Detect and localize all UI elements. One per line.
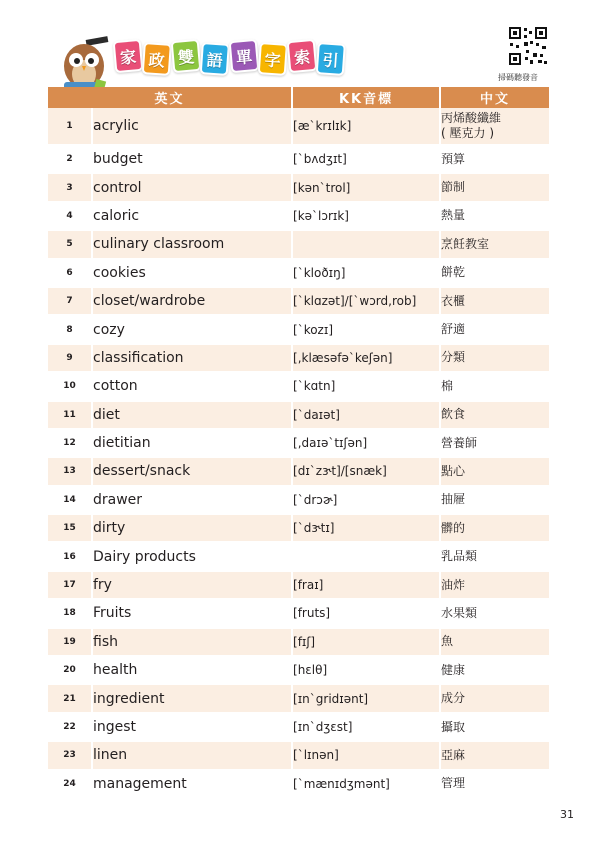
title-char: 政	[142, 42, 172, 76]
chinese-term: 舒適	[440, 315, 549, 343]
chinese-term: 髒的	[440, 514, 549, 542]
header-english: 英文	[48, 87, 292, 108]
qr-code-icon[interactable]	[508, 26, 548, 66]
table-row	[48, 770, 549, 798]
kk-phonetic: [ɪn`gridɪənt]	[292, 684, 440, 712]
title-char: 字	[258, 42, 288, 76]
header-kk: KK音標	[292, 87, 440, 108]
kk-phonetic: [hɛlθ]	[292, 656, 440, 684]
kk-phonetic: [,klæsəfə`keʃən]	[292, 344, 440, 372]
english-term: fish	[92, 628, 292, 656]
chinese-term: 乳品類	[440, 542, 549, 570]
chinese-term: 健康	[440, 656, 549, 684]
table-header-row	[48, 87, 549, 108]
table-row	[48, 486, 549, 514]
index-title	[114, 40, 345, 72]
english-term: health	[92, 656, 292, 684]
row-number: 7	[48, 287, 92, 315]
table-row	[48, 287, 549, 315]
title-char: 家	[113, 39, 144, 73]
chinese-term: 亞麻	[440, 741, 549, 769]
table-row	[48, 230, 549, 258]
table-row	[48, 315, 549, 343]
english-term: acrylic	[92, 108, 292, 145]
chinese-term: 攝取	[440, 713, 549, 741]
english-term: culinary classroom	[92, 230, 292, 258]
row-number: 12	[48, 429, 92, 457]
chinese-term: 成分	[440, 684, 549, 712]
row-number: 3	[48, 173, 92, 201]
row-number: 1	[48, 108, 92, 145]
kk-phonetic: [fruts]	[292, 599, 440, 627]
table-row	[48, 684, 549, 712]
english-term: cozy	[92, 315, 292, 343]
row-number: 2	[48, 145, 92, 173]
english-term: ingredient	[92, 684, 292, 712]
row-number: 19	[48, 628, 92, 656]
kk-phonetic: [dɪ`zɝt]/[snæk]	[292, 457, 440, 485]
english-term: dietitian	[92, 429, 292, 457]
table-row	[48, 401, 549, 429]
kk-phonetic: [`mænɪdʒmənt]	[292, 770, 440, 798]
table-row	[48, 457, 549, 485]
page-number: 31	[560, 808, 574, 821]
vocabulary-table	[48, 87, 549, 799]
chinese-term: 點心	[440, 457, 549, 485]
english-term: cotton	[92, 372, 292, 400]
table-row	[48, 108, 549, 145]
header-chinese: 中文	[440, 87, 549, 108]
chinese-term: 棉	[440, 372, 549, 400]
english-term: ingest	[92, 713, 292, 741]
kk-phonetic	[292, 230, 440, 258]
table-row	[48, 571, 549, 599]
chinese-term: 營養師	[440, 429, 549, 457]
english-term: caloric	[92, 202, 292, 230]
row-number: 11	[48, 401, 92, 429]
chinese-term: 衣櫃	[440, 287, 549, 315]
chinese-term: 餅乾	[440, 259, 549, 287]
row-number: 6	[48, 259, 92, 287]
kk-phonetic: [`lɪnən]	[292, 741, 440, 769]
kk-phonetic: [`bʌdʒɪt]	[292, 145, 440, 173]
english-term: dirty	[92, 514, 292, 542]
row-number: 9	[48, 344, 92, 372]
kk-phonetic: [`kozɪ]	[292, 315, 440, 343]
kk-phonetic: [,daɪə`tɪʃən]	[292, 429, 440, 457]
table-row	[48, 173, 549, 201]
row-number: 17	[48, 571, 92, 599]
chinese-term: 丙烯酸纖維 ( 壓克力 )	[440, 108, 549, 145]
table-row	[48, 344, 549, 372]
qr-caption: 掃碼聽發音	[498, 73, 538, 82]
english-term: control	[92, 173, 292, 201]
english-term: management	[92, 770, 292, 798]
chinese-term: 烹飪教室	[440, 230, 549, 258]
kk-phonetic: [`klɑzət]/[`wɔrd,rob]	[292, 287, 440, 315]
table-row	[48, 202, 549, 230]
english-term: drawer	[92, 486, 292, 514]
chinese-term: 管理	[440, 770, 549, 798]
table-row	[48, 514, 549, 542]
row-number: 4	[48, 202, 92, 230]
row-number: 22	[48, 713, 92, 741]
english-term: diet	[92, 401, 292, 429]
kk-phonetic: [kən`trol]	[292, 173, 440, 201]
table-row	[48, 145, 549, 173]
table-row	[48, 741, 549, 769]
english-term: Fruits	[92, 599, 292, 627]
table-row	[48, 599, 549, 627]
row-number: 13	[48, 457, 92, 485]
english-term: fry	[92, 571, 292, 599]
table-row	[48, 542, 549, 570]
english-term: linen	[92, 741, 292, 769]
english-term: budget	[92, 145, 292, 173]
row-number: 21	[48, 684, 92, 712]
row-number: 15	[48, 514, 92, 542]
row-number: 10	[48, 372, 92, 400]
title-char: 索	[287, 39, 318, 73]
table-row	[48, 372, 549, 400]
title-char: 語	[200, 42, 230, 76]
english-term: closet/wardrobe	[92, 287, 292, 315]
kk-phonetic	[292, 542, 440, 570]
title-char: 引	[316, 42, 346, 76]
table-row	[48, 429, 549, 457]
row-number: 14	[48, 486, 92, 514]
row-number: 8	[48, 315, 92, 343]
english-term: dessert/snack	[92, 457, 292, 485]
kk-phonetic: [`kloðɪŋ]	[292, 259, 440, 287]
kk-phonetic: [kə`lɔrɪk]	[292, 202, 440, 230]
chinese-term: 水果類	[440, 599, 549, 627]
chinese-term: 魚	[440, 628, 549, 656]
chinese-term: 節制	[440, 173, 549, 201]
row-number: 24	[48, 770, 92, 798]
row-number: 18	[48, 599, 92, 627]
chinese-term: 預算	[440, 145, 549, 173]
kk-phonetic: [`daɪət]	[292, 401, 440, 429]
row-number: 5	[48, 230, 92, 258]
kk-phonetic: [ɪn`dʒɛst]	[292, 713, 440, 741]
page-header	[48, 28, 558, 90]
kk-phonetic: [`drɔɚ]	[292, 486, 440, 514]
kk-phonetic: [`dɝtɪ]	[292, 514, 440, 542]
english-term: cookies	[92, 259, 292, 287]
chinese-term: 飲食	[440, 401, 549, 429]
chinese-term: 分類	[440, 344, 549, 372]
row-number: 16	[48, 542, 92, 570]
kk-phonetic: [`kɑtn]	[292, 372, 440, 400]
row-number: 20	[48, 656, 92, 684]
chinese-term: 抽屜	[440, 486, 549, 514]
english-term: classification	[92, 344, 292, 372]
table-row	[48, 713, 549, 741]
chinese-term: 油炸	[440, 571, 549, 599]
row-number: 23	[48, 741, 92, 769]
kk-phonetic: [fraɪ]	[292, 571, 440, 599]
english-term: Dairy products	[92, 542, 292, 570]
table-row	[48, 259, 549, 287]
title-char: 單	[229, 39, 260, 73]
table-row	[48, 628, 549, 656]
chinese-term: 熱量	[440, 202, 549, 230]
title-char: 雙	[171, 39, 202, 73]
table-row	[48, 656, 549, 684]
kk-phonetic: [æ`krɪlɪk]	[292, 108, 440, 145]
kk-phonetic: [fɪʃ]	[292, 628, 440, 656]
